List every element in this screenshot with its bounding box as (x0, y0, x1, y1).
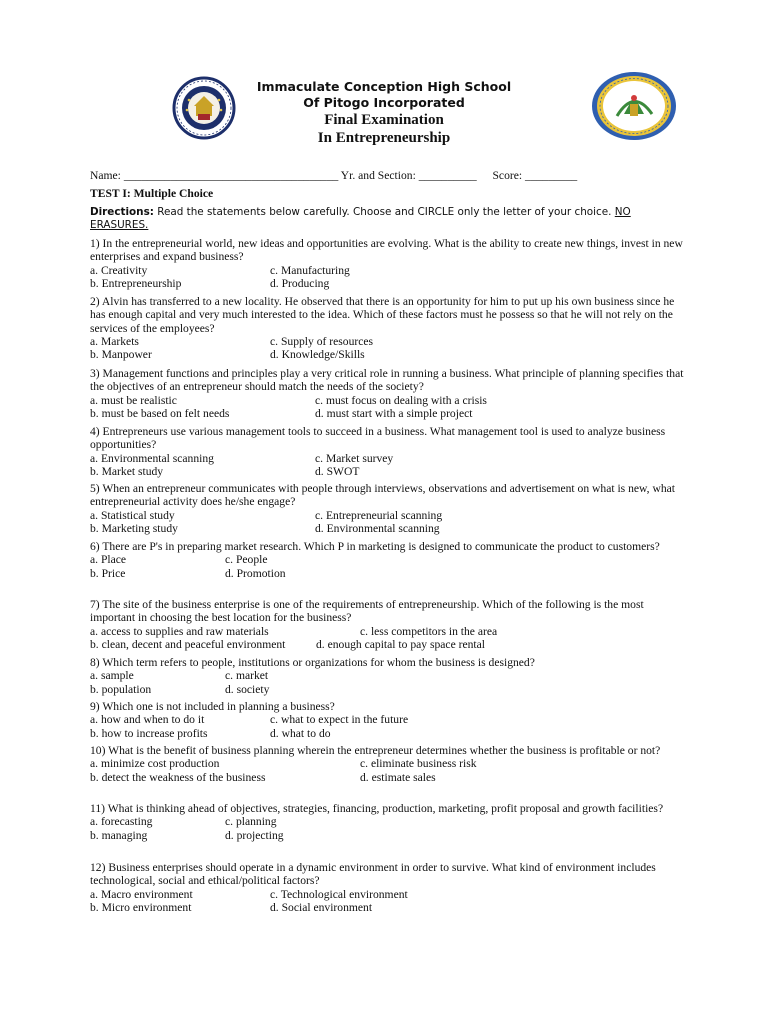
option-c[interactable]: c. eliminate business risk (360, 757, 477, 771)
option-a[interactable]: a. Statistical study (90, 508, 175, 522)
student-info-line (90, 169, 577, 182)
option-a[interactable]: a. how and when to do it (90, 713, 205, 727)
option-d[interactable]: d. Knowledge/Skills (270, 348, 365, 362)
question-5 (90, 482, 690, 535)
question-stem: 7) The site of the business enterprise is one of the requirements of entrepreneurship. Which of the following is the most important in choosing the best location for the business? (90, 598, 644, 625)
option-a[interactable]: a. Macro environment (90, 887, 193, 901)
directions-text: Read the statements below carefully. Choose and CIRCLE only the letter of your choice. (153, 206, 615, 218)
test-heading: TEST I: Multiple Choice (90, 187, 214, 200)
option-c[interactable]: c. market (225, 669, 269, 683)
option-a[interactable]: a. access to supplies and raw materials (90, 624, 269, 638)
option-c[interactable]: c. Supply of resources (270, 334, 374, 348)
option-a[interactable]: a. forecasting (90, 815, 153, 829)
option-d[interactable]: d. Producing (270, 276, 330, 290)
question-6 (90, 540, 690, 580)
score-label: Score: (492, 169, 523, 182)
option-b[interactable]: b. clean, decent and peaceful environment (90, 637, 286, 651)
option-a[interactable]: a. Creativity (90, 263, 148, 277)
directions (90, 206, 690, 232)
question-stem: 9) Which one is not included in planning a business? (90, 700, 335, 713)
question-stem: 6) There are P's in preparing market research. Which P in marketing is designed to communicate the product to customers? (90, 540, 660, 553)
option-d[interactable]: d. enough capital to pay space rental (316, 637, 486, 651)
question-stem: 1) In the entrepreneurial world, new ideas and opportunities are evolving. What is the ability to create new things, invest in new enterprises and expand business? (90, 237, 683, 264)
option-b[interactable]: b. Micro environment (90, 900, 192, 914)
option-b[interactable]: b. managing (90, 828, 148, 842)
option-d[interactable]: d. Social environment (270, 900, 373, 914)
question-9 (90, 700, 690, 740)
option-b[interactable]: b. population (90, 682, 152, 696)
option-b[interactable]: b. Manpower (90, 348, 152, 362)
school-seal-icon (590, 70, 678, 142)
option-c[interactable]: c. less competitors in the area (360, 624, 498, 638)
question-stem: 2) Alvin has transferred to a new locality. He observed that there is an opportunity for him to put up his own business since he has enough capital and very much interested to the idea. Which of these factors must he possess so that he will not rely on the services of the employees? (90, 295, 675, 335)
name-field[interactable]: _____________________________________ (123, 169, 339, 182)
option-b[interactable]: b. how to increase profits (90, 726, 208, 740)
option-a[interactable]: a. must be realistic (90, 393, 177, 407)
option-c[interactable]: c. planning (225, 815, 277, 829)
question-4 (90, 425, 690, 478)
option-c[interactable]: c. what to expect in the future (270, 713, 409, 727)
option-d[interactable]: d. Environmental scanning (315, 521, 440, 535)
option-b[interactable]: b. Marketing study (90, 521, 178, 535)
option-d[interactable]: d. estimate sales (360, 770, 436, 784)
option-c[interactable]: c. Manufacturing (270, 263, 350, 277)
option-c[interactable]: c. People (225, 553, 268, 567)
question-3 (90, 367, 690, 420)
option-a[interactable]: a. minimize cost production (90, 757, 220, 771)
option-c[interactable]: c. Entrepreneurial scanning (315, 508, 443, 522)
option-d[interactable]: d. must start with a simple project (315, 406, 473, 420)
option-a[interactable]: a. Environmental scanning (90, 451, 214, 465)
question-1 (90, 237, 690, 290)
option-d[interactable]: d. Promotion (225, 566, 286, 580)
option-c[interactable]: c. Technological environment (270, 887, 408, 901)
option-d[interactable]: d. SWOT (315, 464, 360, 478)
exam-title: Final Examination (324, 112, 444, 128)
option-b[interactable]: b. detect the weakness of the business (90, 770, 266, 784)
question-7 (90, 598, 690, 651)
school-name-line2: Of Pitogo Incorporated (303, 95, 465, 110)
option-b[interactable]: b. must be based on felt needs (90, 406, 230, 420)
question-stem: 8) Which term refers to people, institutions or organizations for whom the business is designed? (90, 656, 535, 669)
exam-subject: In Entrepreneurship (317, 130, 451, 146)
option-d[interactable]: d. what to do (270, 726, 331, 740)
section-field[interactable]: __________ (418, 169, 477, 182)
question-stem: 5) When an entrepreneur communicates with people through interviews, observations and advertisement on what is new, what entrepreneurial activity does he/she engage? (90, 482, 675, 509)
option-c[interactable]: c. Market survey (315, 451, 394, 465)
score-field[interactable]: _________ (525, 169, 578, 182)
option-b[interactable]: b. Entrepreneurship (90, 276, 182, 290)
option-b[interactable]: b. Market study (90, 464, 164, 478)
option-a[interactable]: a. Markets (90, 334, 139, 348)
option-c[interactable]: c. must focus on dealing with a crisis (315, 393, 487, 407)
name-label: Name: (90, 169, 121, 182)
question-stem: 10) What is the benefit of business planning wherein the entrepreneur determines whether the business is profitable or not? (90, 744, 661, 757)
question-stem: 12) Business enterprises should operate in a dynamic environment in order to survive. What kind of environment includes technological, social and ethical/political factors? (90, 861, 656, 888)
section-label: Yr. and Section: (340, 169, 416, 182)
question-2 (90, 295, 690, 361)
option-a[interactable]: a. Place (90, 553, 127, 567)
option-d[interactable]: d. society (225, 682, 270, 696)
school-name: Immaculate Conception High School (256, 79, 512, 94)
option-a[interactable]: a. sample (90, 669, 134, 683)
question-11 (90, 802, 690, 842)
no-erasures-warning: NO ERASURES. (90, 206, 631, 231)
question-stem: 3) Management functions and principles play a very critical role in running a business. What principle of planning specifies that the objectives of an entrepreneur should match the needs of the society? (90, 367, 684, 394)
question-stem: 4) Entrepreneurs use various management tools to succeed in a business. What management tool is used to analyze business opportunities? (90, 425, 666, 452)
question-12 (90, 861, 690, 914)
question-stem: 11) What is thinking ahead of objectives, strategies, financing, production, marketing, profit proposal and growth facilities? (90, 802, 664, 815)
option-b[interactable]: b. Price (90, 566, 126, 580)
directions-label: Directions: (90, 206, 154, 218)
option-d[interactable]: d. projecting (225, 828, 284, 842)
question-10 (90, 744, 690, 784)
question-8 (90, 656, 690, 696)
